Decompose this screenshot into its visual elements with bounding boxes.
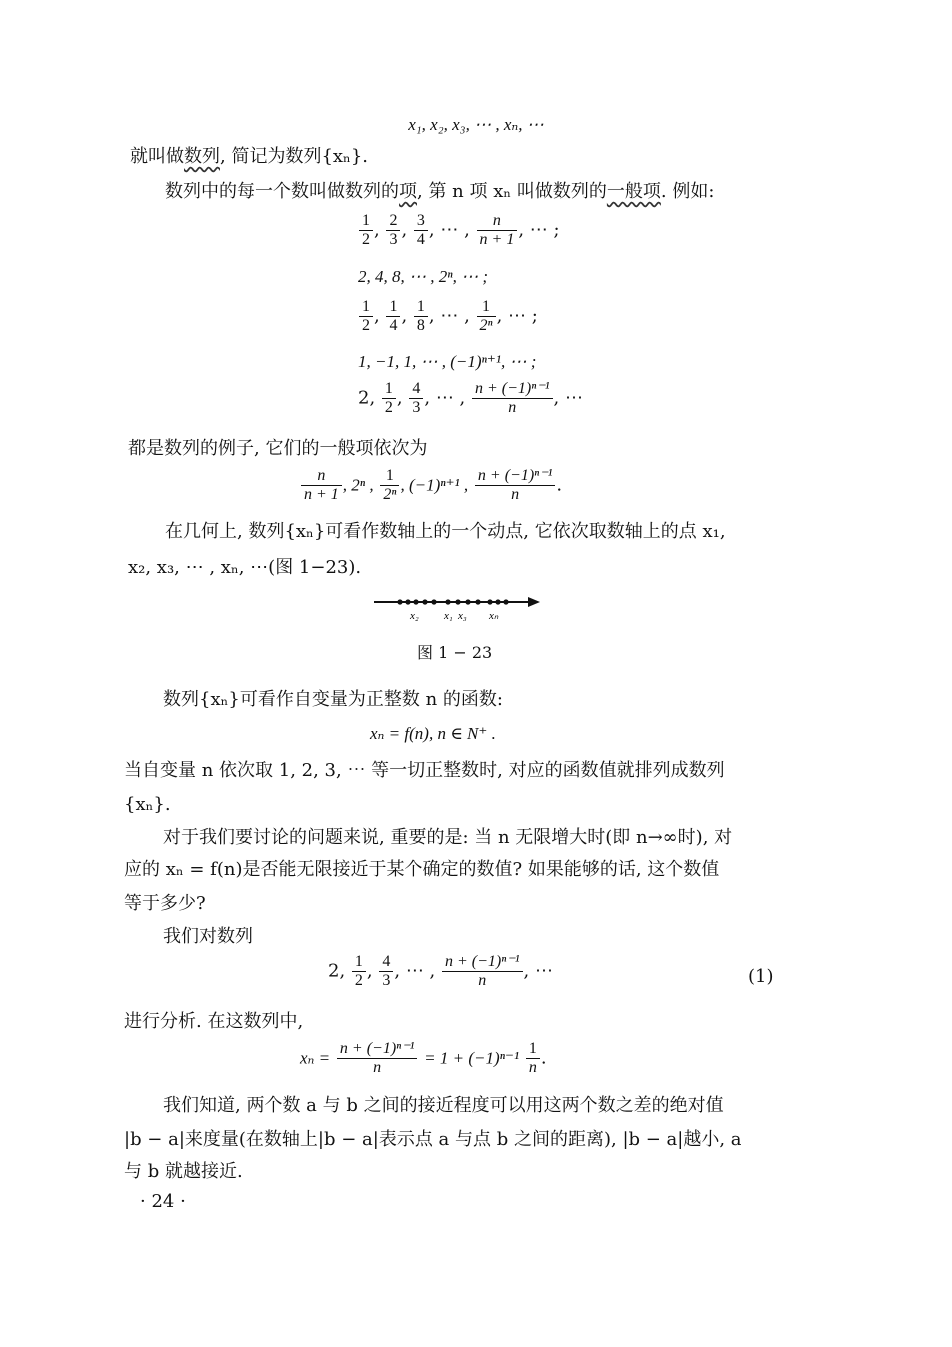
paragraph-question-line2: 应的 xₙ = f(n)是否能无限接近于某个确定的数值? 如果能够的话, 这个数值 <box>124 859 720 880</box>
fraction: $\frac{\text{n + (−1)ⁿ⁻¹}}{n}$ <box>475 467 556 504</box>
equation-1: 2, $\frac{1}{2}$ , $\frac{4}{3}$ , ⋯ , $\frac{\text{n + (−1)ⁿ⁻¹}}{n}$ , ⋯ <box>328 953 553 989</box>
point <box>445 599 450 604</box>
fraction: $\frac{1}{n}$ <box>526 1040 540 1077</box>
fraction: $\frac{\text{n + (−1)ⁿ⁻¹}}{n}$ <box>442 953 523 990</box>
paragraph-closeness-line2: |b − a|来度量(在数轴上|b − a|表示点 a 与点 b 之间的距离), |b − a|越小, a <box>124 1129 742 1150</box>
paragraph-geometry-line1: 在几何上, 数列{xₙ}可看作数轴上的一个动点, 它依次取数轴上的点 x₁, <box>165 521 726 542</box>
text: 数列中的每一个数叫做数列的 <box>165 181 399 202</box>
point <box>405 599 410 604</box>
axis-label: x₃ <box>458 610 467 622</box>
point <box>503 599 508 604</box>
paragraph-geometry-line2: x₂, x₃, ⋯ , xₙ, ⋯(图 1−23). <box>128 557 362 578</box>
point <box>397 599 402 604</box>
page-number: · 24 · <box>140 1191 186 1212</box>
point <box>431 599 436 604</box>
fraction: $\frac{1}{2}$ <box>382 380 396 417</box>
term-sequence: 数列 <box>184 146 220 167</box>
fraction: $\frac{n}{n + 1}$ <box>301 467 342 504</box>
axis-label: x₁ <box>444 610 453 622</box>
arrow-head-icon <box>528 597 540 607</box>
fraction: $\frac{1}{\text{2ⁿ}}$ <box>477 298 496 335</box>
fraction: $\frac{4}{3}$ <box>379 953 393 990</box>
axis-label: xₙ <box>489 610 499 622</box>
paragraph-sequence-definition <box>130 145 368 169</box>
paragraph-consider: 我们对数列 <box>163 926 253 947</box>
point <box>495 599 500 604</box>
point <box>413 599 418 604</box>
point <box>455 599 460 604</box>
equation-function: xₙ = f(n), n ∈ N⁺ . <box>370 724 496 743</box>
paragraph-arrangement-line2: {xₙ}. <box>124 794 171 815</box>
example-sequence-1: $\frac{1}{2}$ , $\frac{2}{3}$ , $\frac{3}{4}$ , ⋯ , $\frac{n}{n + 1}$ , ⋯ ; <box>358 212 560 249</box>
paragraph-question-line1: 对于我们要讨论的问题来说, 重要的是: 当 n 无限增大时(即 n→∞时), 对 <box>163 827 733 848</box>
example-sequence-2: 2, 4, 8, ⋯ , 2ⁿ, ⋯ ; <box>358 267 489 286</box>
text: 就叫做 <box>130 146 184 167</box>
point <box>487 599 492 604</box>
term-general-item: 一般项 <box>606 181 661 202</box>
point <box>475 599 480 604</box>
fraction: $\frac{1}{2}$ <box>359 212 373 249</box>
paragraph-examples-summary: 都是数列的例子, 它们的一般项依次为 <box>128 438 428 459</box>
fraction: $\frac{1}{2}$ <box>352 953 366 990</box>
text: . 例如: <box>660 181 715 202</box>
fraction: $\frac{1}{4}$ <box>386 298 400 335</box>
paragraph-function-view: 数列{xₙ}可看作自变量为正整数 n 的函数: <box>163 689 503 710</box>
equation-number: (1) <box>748 966 774 987</box>
number-line-figure <box>370 592 550 626</box>
fraction: $\frac{4}{3}$ <box>409 380 423 417</box>
point <box>422 599 427 604</box>
fraction: $\frac{n}{n + 1}$ <box>477 212 518 249</box>
term-item: 项 <box>399 181 417 202</box>
fraction: $\frac{3}{4}$ <box>414 212 428 249</box>
paragraph-arrangement-line1: 当自变量 n 依次取 1, 2, 3, ⋯ 等一切正整数时, 对应的函数值就排列成数列 <box>124 760 725 781</box>
example-sequence-5: 2, $\frac{1}{2}$ , $\frac{4}{3}$ , ⋯ , $\frac{\text{n + (−1)ⁿ⁻¹}}{n}$ , ⋯ <box>358 380 583 416</box>
fraction: $\frac{1}{2}$ <box>359 298 373 335</box>
paragraph-closeness-line3: 与 b 就越接近. <box>124 1161 243 1182</box>
point <box>465 599 470 604</box>
fraction: $\frac{1}{\text{2ⁿ}}$ <box>380 467 399 504</box>
paragraph-closeness-line1: 我们知道, 两个数 a 与 b 之间的接近程度可以用这两个数之差的绝对值 <box>163 1095 724 1116</box>
fraction: $\frac{\text{n + (−1)ⁿ⁻¹}}{n}$ <box>337 1040 418 1077</box>
paragraph-terms <box>165 180 714 204</box>
text: , 简记为数列{xₙ}. <box>220 146 369 167</box>
example-sequence-4: 1, −1, 1, ⋯ , (−1)ⁿ⁺¹, ⋯ ; <box>358 352 537 371</box>
text: , 第 n 项 xₙ 叫做数列的 <box>417 181 607 202</box>
paragraph-analysis: 进行分析. 在这数列中, <box>124 1011 304 1032</box>
axis-label: x₂ <box>410 610 419 622</box>
fraction: $\frac{\text{n + (−1)ⁿ⁻¹}}{n}$ <box>472 380 553 417</box>
equation-xn: xₙ = $\frac{\text{n + (−1)ⁿ⁻¹}}{n}$ = 1 + (−1)ⁿ⁻¹ $\frac{1}{n}$ . <box>300 1040 547 1076</box>
fraction: $\frac{1}{8}$ <box>414 298 428 335</box>
example-sequence-3: $\frac{1}{2}$ , $\frac{1}{4}$ , $\frac{1}{8}$ , ⋯ , $\frac{1}{\text{2ⁿ}}$ , ⋯ ; <box>358 298 538 335</box>
fraction: $\frac{2}{3}$ <box>386 212 400 249</box>
figure-caption: 图 1 − 23 <box>417 643 493 662</box>
sequence-terms-line: x₁, x₂, x₃, ⋯ , xₙ, ⋯ <box>408 115 544 134</box>
paragraph-question-line3: 等于多少? <box>124 893 206 914</box>
general-terms-list: $\frac{n}{n + 1}$ , 2ⁿ , $\frac{1}{\text{2ⁿ}}$ , (−1)ⁿ⁺¹ , $\frac{\text{n + (−1)ⁿ⁻¹}}{n}$ . <box>300 467 562 504</box>
